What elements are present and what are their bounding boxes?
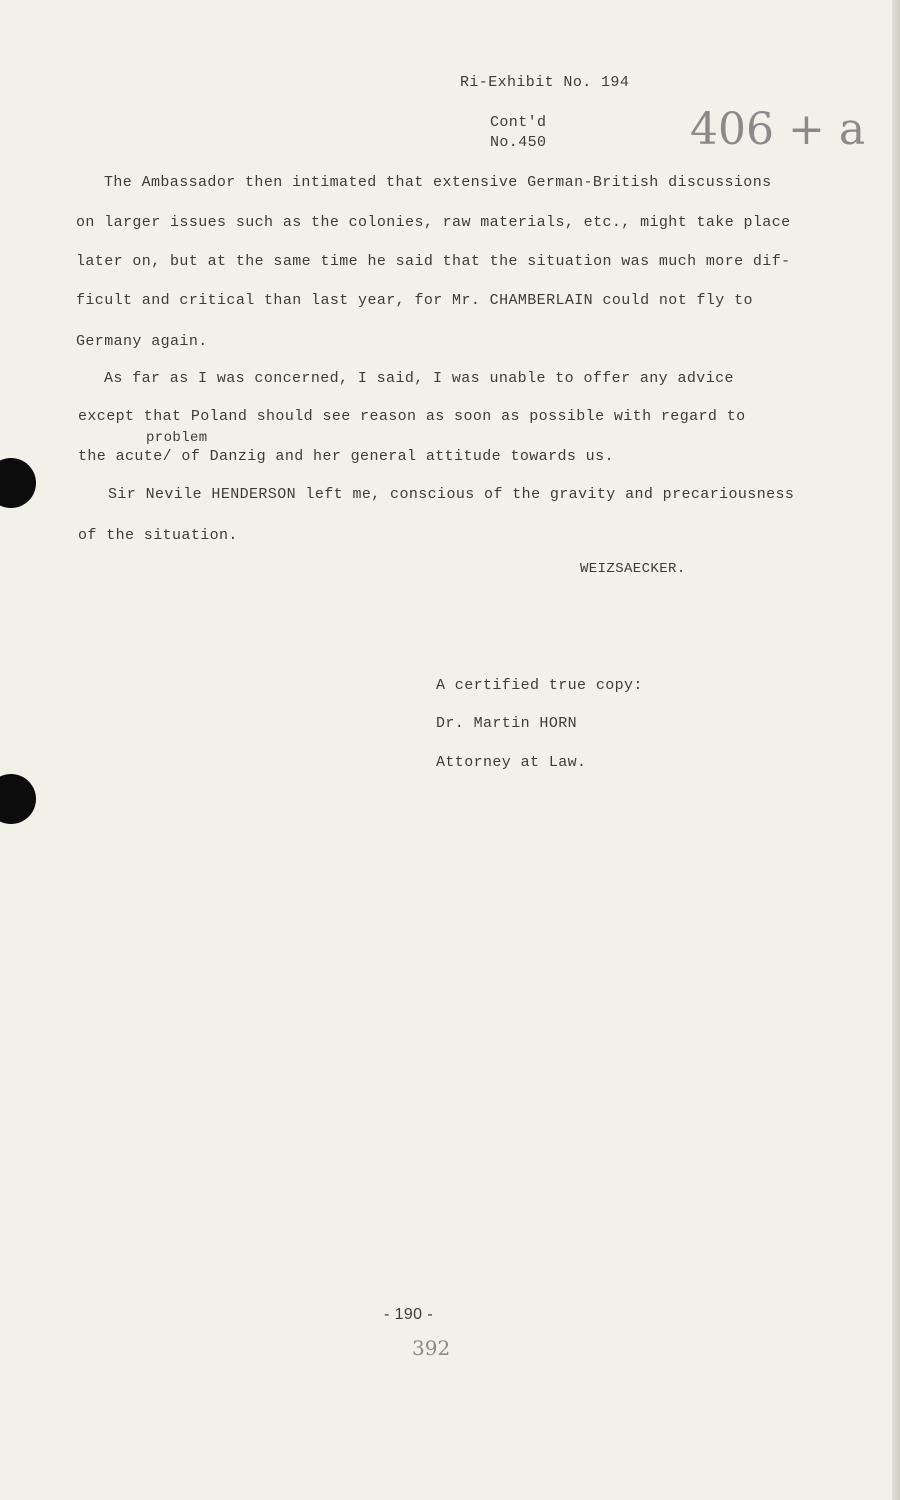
p1-line-5: Germany again. xyxy=(76,333,208,350)
handwritten-page-number: 392 xyxy=(412,1336,451,1360)
contd-label: Cont'd xyxy=(490,114,547,131)
p1-line-1: The Ambassador then intimated that extensive German-British discussions xyxy=(104,174,772,191)
p2-line-1: As far as I was concerned, I said, I was unable to offer any advice xyxy=(104,370,734,387)
p1-line-3: later on, but at the same time he said that the situation was much more dif- xyxy=(76,253,791,270)
signature: WEIZSAECKER. xyxy=(580,561,686,577)
p2-line-2: except that Poland should see reason as soon as possible with regard to xyxy=(78,408,746,425)
p2-line-3: the acute/ of Danzig and her general attitude towards us. xyxy=(78,448,614,465)
punch-hole-top xyxy=(0,458,36,508)
page-number: - 190 - xyxy=(384,1306,434,1323)
handwritten-reference: 406 + a xyxy=(690,104,866,155)
document-number: No.450 xyxy=(490,134,547,151)
page-edge xyxy=(892,0,900,1500)
punch-hole-bottom xyxy=(0,774,36,824)
p1-line-2: on larger issues such as the colonies, raw materials, etc., might take place xyxy=(76,214,791,231)
p3-line-1: Sir Nevile HENDERSON left me, conscious of the gravity and precariousness xyxy=(108,486,795,503)
exhibit-number: Ri-Exhibit No. 194 xyxy=(460,74,630,91)
certifier-name: Dr. Martin HORN xyxy=(436,715,578,732)
p1-line-4: ficult and critical than last year, for Mr. CHAMBERLAIN could not fly to xyxy=(76,292,753,309)
p3-line-2: of the situation. xyxy=(78,527,238,544)
p2-insertion: problem xyxy=(146,430,208,446)
certifier-title: Attorney at Law. xyxy=(436,754,587,771)
certification-line: A certified true copy: xyxy=(436,677,643,694)
